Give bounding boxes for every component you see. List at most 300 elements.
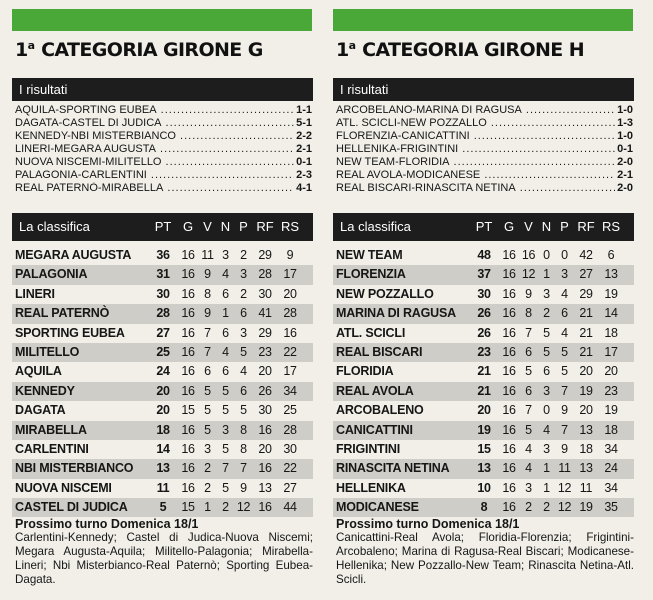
stat-n: 2: [222, 500, 229, 515]
stat-g: 16: [181, 286, 195, 301]
stat-pt: 21: [477, 383, 491, 398]
table-row: [333, 324, 634, 343]
team-name: MEGARA AUGUSTA: [15, 248, 132, 262]
result-row: [336, 143, 633, 156]
team-name: REAL BISCARI: [336, 344, 423, 359]
stat-p: 7: [561, 383, 568, 398]
table-row: [333, 362, 634, 381]
stat-rf: 19: [579, 500, 593, 515]
stat-n: 6: [543, 364, 550, 379]
stat-pt: 20: [156, 383, 170, 398]
section-title: 1$^a$ CATEGORIA GIRONE G: [15, 39, 263, 61]
stat-p: 2: [240, 248, 247, 262]
stat-v: 8: [525, 306, 532, 321]
stat-g: 16: [502, 286, 516, 301]
green-header-bar: [12, 9, 312, 31]
stat-rs: 19: [604, 403, 618, 418]
stat-p: 9: [561, 403, 568, 418]
stat-g: 16: [502, 248, 516, 262]
stat-g: 16: [502, 480, 516, 495]
team-name: CARLENTINI: [15, 441, 89, 456]
table-row: [333, 498, 634, 517]
stat-n: 0: [543, 248, 550, 262]
stat-rf: 29: [579, 286, 593, 301]
stat-rs: 44: [283, 500, 297, 515]
result-row: [336, 182, 633, 195]
stat-n: 3: [543, 383, 550, 398]
stat-p: 6: [561, 306, 568, 321]
stat-v: 2: [525, 500, 532, 515]
stat-rs: 22: [283, 344, 297, 359]
stat-p: 12: [236, 500, 251, 515]
stat-pt: 18: [156, 422, 170, 437]
stat-rs: 17: [283, 267, 297, 282]
stat-g: 16: [502, 461, 516, 476]
stat-rs: 20: [604, 364, 618, 379]
table-row: [333, 382, 634, 401]
table-row: [333, 401, 634, 420]
stat-v: 2: [204, 480, 211, 495]
team-name: AQUILA: [15, 364, 62, 379]
stat-pt: 5: [159, 500, 167, 515]
stat-rs: 23: [604, 383, 618, 398]
stat-rf: 42: [579, 248, 593, 262]
stat-rs: 24: [604, 461, 618, 476]
next-round-title: Prossimo turno Domenica 18/1: [336, 517, 520, 531]
column-header-v: V: [524, 219, 533, 234]
stat-rf: 21: [579, 344, 593, 359]
stat-pt: 37: [477, 267, 491, 282]
team-name: ATL. SCICLI: [336, 325, 406, 340]
next-round-fixtures: Carlentini-Kennedy; Castel di Judica-Nuova Niscemi; Megara Augusta-Aquila; Militello-Palagonia; Mirabella-Lineri; Nbi Misterbianco-Real Paternò; Sporting Eubea-Dagata.: [15, 531, 313, 586]
green-header-bar: [333, 9, 633, 31]
stat-n: 1: [222, 306, 229, 321]
column-header-n: N: [541, 219, 552, 234]
table-row: [12, 498, 313, 517]
stat-p: 3: [561, 267, 568, 282]
stat-n: 5: [222, 480, 229, 495]
stat-p: 5: [561, 364, 568, 379]
standings-table: [333, 246, 634, 517]
stat-rf: 16: [258, 422, 272, 437]
stat-n: 7: [222, 461, 229, 476]
stat-g: 16: [502, 403, 516, 418]
result-match: REAL PATERNÒ-MIRABELLA .....: [15, 182, 294, 195]
team-name: FRIGINTINI: [336, 441, 400, 456]
stat-v: 4: [525, 461, 532, 476]
stat-v: 5: [525, 364, 532, 379]
stat-p: 4: [240, 364, 247, 379]
stat-p: 2: [240, 286, 247, 301]
team-name: NBI MISTERBIANCO: [15, 461, 134, 476]
result-row: [336, 130, 633, 143]
stat-rf: 30: [258, 286, 272, 301]
stat-v: 1: [204, 500, 211, 515]
stat-pt: 13: [477, 461, 491, 476]
stat-n: 6: [222, 325, 229, 340]
stat-rs: 30: [283, 441, 297, 456]
stat-g: 16: [502, 267, 516, 282]
stat-pt: 26: [477, 325, 491, 340]
result-row: [336, 169, 633, 182]
stat-g: 16: [502, 441, 516, 456]
stat-g: 16: [181, 306, 195, 321]
result-match: PALAGONIA-CARLENTINI .....: [15, 169, 294, 182]
stat-pt: 36: [156, 248, 170, 262]
section-title: 1$^a$ CATEGORIA GIRONE H: [336, 39, 584, 61]
stat-g: 16: [181, 325, 195, 340]
stat-pt: 11: [156, 480, 170, 495]
stat-rs: 22: [283, 461, 297, 476]
result-score: 5-1: [296, 117, 312, 129]
team-name: RINASCITA NETINA: [336, 461, 450, 476]
stat-rs: 16: [283, 325, 297, 340]
table-row: [333, 246, 634, 265]
table-row: [333, 421, 634, 440]
stat-v: 12: [521, 267, 536, 282]
stat-rs: 20: [283, 286, 297, 301]
column-header-rf: RF: [577, 219, 595, 234]
stat-rs: 19: [604, 286, 618, 301]
stat-rf: 20: [579, 403, 593, 418]
stat-n: 5: [222, 383, 229, 398]
table-row: [333, 285, 634, 304]
stat-p: 12: [557, 480, 572, 495]
stat-n: 3: [222, 248, 229, 262]
stat-rf: 30: [258, 403, 272, 418]
result-row: [336, 104, 633, 117]
result-score: 4-1: [296, 182, 312, 194]
stat-v: 7: [525, 403, 532, 418]
next-round-fixtures: Canicattini-Real Avola; Floridia-Florenzia; Frigintini-Arcobaleno; Marina di Ragusa-Real Biscari; Modicanese-Hellenika; New Pozzallo-New Team; Rinascita Netina-Atl. Scicli.: [336, 531, 634, 586]
team-name: PALAGONIA: [15, 267, 88, 282]
stat-v: 8: [204, 286, 211, 301]
stat-g: 16: [181, 383, 195, 398]
stat-p: 7: [240, 461, 247, 476]
column-header-pt: PT: [154, 219, 172, 234]
stat-n: 1: [543, 480, 550, 495]
team-name: NEW POZZALLO: [336, 286, 434, 301]
stat-n: 4: [543, 422, 550, 437]
stat-pt: 20: [477, 403, 491, 418]
stat-rs: 17: [604, 344, 618, 359]
column-header-n: N: [220, 219, 231, 234]
table-row: [12, 265, 313, 284]
stat-pt: 31: [156, 267, 170, 282]
stat-rs: 18: [604, 325, 618, 340]
result-row: [15, 130, 312, 143]
stat-pt: 28: [156, 306, 170, 321]
stat-v: 5: [525, 422, 532, 437]
stat-rf: 23: [258, 344, 272, 359]
table-row: [12, 246, 313, 265]
stat-n: 2: [543, 500, 550, 515]
stat-v: 5: [204, 422, 211, 437]
stat-n: 0: [543, 403, 550, 418]
result-match: REAL AVOLA-MODICANESE .....: [336, 169, 615, 182]
stat-pt: 14: [156, 441, 170, 456]
table-row: [12, 362, 313, 381]
stat-v: 2: [204, 461, 211, 476]
stat-p: 3: [240, 325, 247, 340]
table-row: [333, 265, 634, 284]
stat-n: 5: [222, 441, 229, 456]
stat-p: 6: [240, 383, 247, 398]
team-name: MIRABELLA: [15, 422, 87, 437]
stat-p: 5: [561, 344, 568, 359]
result-match: ATL. SCICLI-NEW POZZALLO .....: [336, 117, 615, 130]
stat-pt: 27: [156, 325, 170, 340]
team-name: DAGATA: [15, 403, 66, 418]
result-match: NEW TEAM-FLORIDIA .....: [336, 156, 615, 169]
stat-rs: 9: [286, 248, 294, 262]
stat-pt: 21: [477, 364, 491, 379]
stat-g: 16: [502, 306, 516, 321]
stat-p: 8: [240, 422, 247, 437]
result-match: DAGATA-CASTEL DI JUDICA .....: [15, 117, 294, 130]
stat-rf: 29: [258, 325, 272, 340]
table-row: [333, 343, 634, 362]
result-score: 2-3: [296, 169, 312, 181]
stat-v: 3: [204, 441, 211, 456]
stat-p: 8: [240, 441, 247, 456]
stat-rf: 16: [258, 461, 272, 476]
stat-rf: 21: [579, 325, 593, 340]
table-row: [12, 382, 313, 401]
team-name: FLORIDIA: [336, 364, 394, 379]
standings-header: [12, 213, 313, 241]
stat-rf: 20: [579, 364, 593, 379]
stat-v: 6: [204, 364, 211, 379]
stat-rs: 14: [604, 306, 618, 321]
standings-label: La classifica: [19, 219, 90, 234]
stat-rf: 20: [258, 441, 272, 456]
stat-g: 16: [181, 344, 195, 359]
results-header: I risultati: [333, 78, 634, 101]
table-row: [12, 324, 313, 343]
stat-pt: 19: [477, 422, 491, 437]
stat-n: 3: [222, 422, 229, 437]
stat-rf: 26: [258, 383, 272, 398]
team-name: MODICANESE: [336, 500, 419, 515]
stat-g: 16: [181, 461, 195, 476]
team-name: MILITELLO: [15, 344, 80, 359]
stat-p: 5: [240, 403, 247, 418]
stat-rf: 13: [579, 461, 593, 476]
standings-label: La classifica: [340, 219, 411, 234]
stat-rf: 13: [579, 422, 593, 437]
stat-rf: 13: [258, 480, 272, 495]
stat-n: 4: [222, 267, 229, 282]
stat-rf: 20: [258, 364, 272, 379]
stat-rf: 41: [258, 306, 272, 321]
stat-g: 16: [181, 441, 195, 456]
team-name: HELLENIKA: [336, 480, 406, 495]
stat-v: 11: [201, 248, 214, 262]
stat-g: 16: [181, 364, 195, 379]
stat-rf: 27: [579, 267, 593, 282]
team-name: KENNEDY: [15, 383, 75, 398]
column-header-rf: RF: [256, 219, 274, 234]
result-row: [15, 182, 312, 195]
column-header-g: G: [503, 219, 515, 234]
stat-n: 3: [543, 441, 550, 456]
result-score: 2-2: [296, 130, 312, 142]
next-round-title: Prossimo turno Domenica 18/1: [15, 517, 199, 531]
result-match: LINERI-MEGARA AUGUSTA .....: [15, 143, 294, 156]
stat-g: 16: [502, 422, 516, 437]
table-row: [12, 343, 313, 362]
stat-g: 16: [502, 344, 516, 359]
team-name: NEW TEAM: [336, 248, 403, 262]
table-row: [12, 440, 313, 459]
stat-rf: 21: [579, 306, 593, 321]
stat-p: 12: [557, 500, 572, 515]
table-row: [12, 479, 313, 498]
stat-v: 6: [525, 344, 532, 359]
table-row: [12, 459, 313, 478]
stat-p: 9: [240, 480, 247, 495]
stat-n: 6: [222, 286, 229, 301]
stat-v: 4: [525, 441, 532, 456]
result-score: 1-1: [296, 104, 312, 116]
column-header-p: P: [239, 219, 248, 234]
stat-n: 5: [543, 325, 550, 340]
stat-g: 16: [181, 248, 195, 262]
stat-rs: 28: [283, 422, 297, 437]
result-match: AQUILA-SPORTING EUBEA .....: [15, 104, 294, 117]
team-name: FLORENZIA: [336, 267, 406, 282]
stat-g: 15: [181, 500, 195, 515]
table-row: [12, 304, 313, 323]
table-row: [12, 421, 313, 440]
stat-rf: 19: [579, 383, 593, 398]
next-round: [15, 517, 313, 587]
stat-pt: 13: [156, 461, 170, 476]
result-score: 0-1: [617, 143, 633, 155]
team-name: NUOVA NISCEMI: [15, 480, 112, 495]
stat-pt: 20: [156, 403, 170, 418]
column-header-rs: RS: [280, 219, 300, 234]
stat-pt: 48: [477, 248, 491, 262]
stat-n: 1: [543, 267, 550, 282]
stat-rs: 35: [604, 500, 618, 515]
table-row: [333, 479, 634, 498]
result-score: 1-0: [617, 104, 633, 116]
standings-header: [333, 213, 634, 241]
stat-rs: 17: [283, 364, 297, 379]
stat-n: 4: [222, 344, 229, 359]
standings-table: [12, 246, 313, 517]
stat-pt: 26: [477, 306, 491, 321]
stat-n: 3: [543, 286, 550, 301]
stat-rs: 13: [604, 267, 618, 282]
stat-rs: 34: [283, 383, 297, 398]
result-match: HELLENIKA-FRIGINTINI .....: [336, 143, 615, 156]
stat-p: 5: [240, 344, 247, 359]
girone-h-section: [333, 0, 647, 600]
results-header: I risultati: [12, 78, 313, 101]
stat-pt: 24: [156, 364, 170, 379]
column-header-rs: RS: [601, 219, 621, 234]
stat-rs: 25: [283, 403, 297, 418]
table-row: [333, 304, 634, 323]
team-name: MARINA DI RAGUSA: [336, 306, 456, 321]
stat-v: 9: [204, 267, 211, 282]
result-score: 1-0: [617, 130, 633, 142]
stat-p: 3: [240, 267, 247, 282]
stat-pt: 25: [156, 344, 170, 359]
result-score: 1-3: [617, 117, 633, 129]
stat-rf: 28: [258, 267, 272, 282]
stat-rf: 11: [579, 480, 593, 495]
team-name: LINERI: [15, 286, 55, 301]
table-row: [12, 285, 313, 304]
team-name: ARCOBALENO: [336, 403, 424, 418]
stat-v: 7: [204, 344, 211, 359]
stat-v: 7: [204, 325, 211, 340]
column-header-p: P: [560, 219, 569, 234]
result-row: [15, 104, 312, 117]
stat-v: 9: [204, 306, 211, 321]
team-name: REAL AVOLA: [336, 383, 414, 398]
stat-p: 11: [558, 461, 571, 476]
stat-rs: 27: [283, 480, 297, 495]
stat-pt: 23: [477, 344, 491, 359]
stat-g: 16: [502, 364, 516, 379]
stat-g: 16: [181, 267, 195, 282]
stat-p: 0: [561, 248, 568, 262]
stat-p: 9: [561, 441, 568, 456]
stat-rf: 18: [579, 441, 593, 456]
stat-rf: 16: [258, 500, 272, 515]
result-match: NUOVA NISCEMI-MILITELLO .....: [15, 156, 294, 169]
result-row: [15, 143, 312, 156]
result-match: KENNEDY-NBI MISTERBIANCO .....: [15, 130, 294, 143]
stat-pt: 30: [477, 286, 491, 301]
table-row: [12, 401, 313, 420]
results-list: [336, 104, 633, 195]
result-match: FLORENZIA-CANICATTINI .....: [336, 130, 615, 143]
stat-n: 5: [222, 403, 229, 418]
stat-rs: 28: [283, 306, 297, 321]
stat-g: 16: [502, 325, 516, 340]
stat-pt: 30: [156, 286, 170, 301]
stat-v: 5: [204, 403, 211, 418]
column-header-v: V: [203, 219, 212, 234]
stat-p: 4: [561, 325, 568, 340]
column-header-pt: PT: [475, 219, 493, 234]
stat-v: 6: [525, 383, 532, 398]
next-round: [336, 517, 634, 587]
team-name: CASTEL DI JUDICA: [15, 500, 128, 515]
result-score: 2-1: [296, 143, 312, 155]
table-row: [333, 440, 634, 459]
stat-n: 5: [543, 344, 550, 359]
stat-g: 16: [502, 383, 516, 398]
result-score: 0-1: [296, 156, 312, 168]
result-score: 2-0: [617, 182, 633, 194]
result-score: 2-0: [617, 156, 633, 168]
stat-p: 6: [240, 306, 247, 321]
stat-pt: 15: [477, 441, 491, 456]
team-name: REAL PATERNÒ: [15, 306, 110, 321]
stat-pt: 8: [480, 500, 488, 515]
result-row: [336, 117, 633, 130]
table-row: [333, 459, 634, 478]
team-name: SPORTING EUBEA: [15, 325, 125, 340]
stat-n: 2: [543, 306, 550, 321]
